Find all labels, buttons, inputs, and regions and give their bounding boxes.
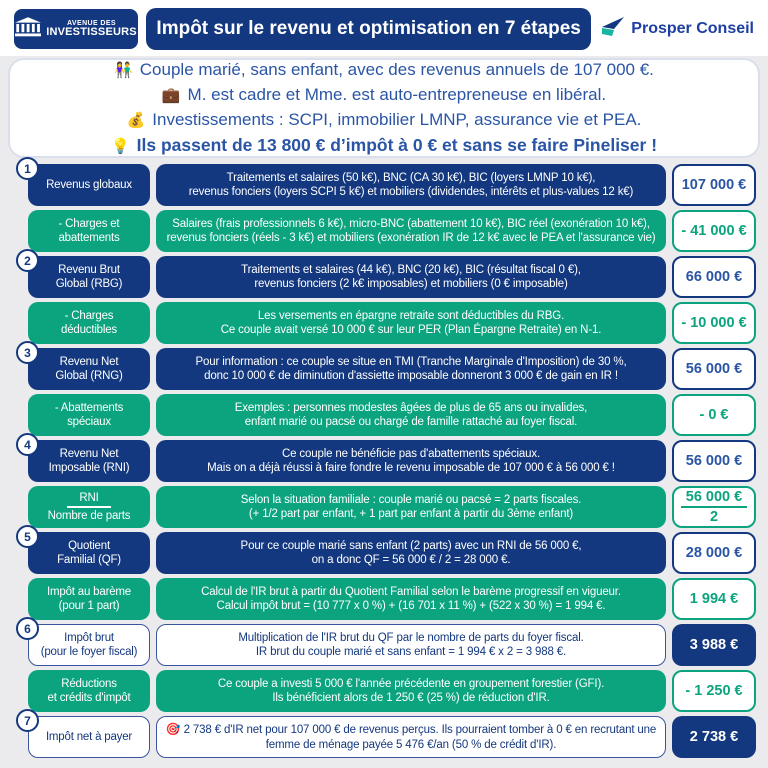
row-label-fraction: RNI Nombre de parts [28, 486, 150, 528]
row-label: Revenu Net Imposable (RNI) [28, 440, 150, 482]
step-badge-4: 4 [16, 433, 39, 456]
row-label: Revenu Brut Global (RBG) [28, 256, 150, 298]
table-row-reductions-credits [28, 670, 756, 712]
row-value: - 1 250 € [672, 670, 756, 712]
table-row-rbg [24, 253, 756, 298]
header [0, 0, 768, 56]
row-label: - Charges déductibles [28, 302, 150, 344]
prosper-paper-plane-icon [601, 16, 625, 42]
row-label: Réductions et crédits d'impôt [28, 670, 150, 712]
avenue-des-investisseurs-wordmark: AVENUE DES INVESTISSEURS [46, 19, 137, 38]
prosper-conseil-logo[interactable] [599, 16, 756, 42]
intro-line-jobs: 💼 M. est cadre et Mme. est auto-entrepreneuse en libéral. [161, 84, 607, 104]
row-value: 2 738 € [672, 716, 756, 758]
table-row-rni [24, 437, 756, 482]
row-description: 🎯 2 738 € d'IR net pour 107 000 € de revenus perçus. Ils pourraient tomber à 0 € en recrutant une femme de ménage payée 5 476 €/an (50 % de crédit d'IR). [156, 716, 666, 758]
row-value: 56 000 € [672, 440, 756, 482]
table-row-impot-brut [24, 621, 756, 666]
intro-line-couple: 👫 Couple marié, sans enfant, avec des revenus annuels de 107 000 €. [114, 59, 654, 79]
table-row-quotient-familial [24, 529, 756, 574]
tax-steps-table [24, 161, 756, 758]
row-value: - 0 € [672, 394, 756, 436]
row-label: Revenus globaux [28, 164, 150, 206]
row-value: 1 994 € [672, 578, 756, 620]
avenue-des-investisseurs-logo[interactable] [14, 9, 138, 49]
row-label: Revenu Net Global (RNG) [28, 348, 150, 390]
step-badge-5: 5 [16, 525, 39, 548]
row-value: 66 000 € [672, 256, 756, 298]
row-description: Les versements en épargne retraite sont déductibles du RBG. Ce couple avait versé 10 000 € sur leur PER (Plan Épargne Retraite) en N-1. [156, 302, 666, 344]
row-label: Quotient Familial (QF) [28, 532, 150, 574]
page-title: Impôt sur le revenu et optimisation en 7 étapes [146, 8, 591, 50]
row-label: Impôt net à payer [28, 716, 150, 758]
row-description: Multiplication de l'IR brut du QF par le nombre de parts du foyer fiscal. IR brut du couple marié et sans enfant = 1 994 € x 2 = 3 988 €. [156, 624, 666, 666]
row-description: Pour ce couple marié sans enfant (2 parts) avec un RNI de 56 000 €, on a donc QF = 56 000 € / 2 = 28 000 €. [156, 532, 666, 574]
row-label: Impôt au barème (pour 1 part) [28, 578, 150, 620]
money-bag-icon: 💰 [126, 111, 146, 129]
row-description: Ce couple a investi 5 000 € l'année précédente en groupement forestier (GFI). Ils bénéficient alors de 1 250 € (25 %) de réduction d'IR. [156, 670, 666, 712]
row-label: Impôt brut (pour le foyer fiscal) [28, 624, 150, 666]
row-value: 3 988 € [672, 624, 756, 666]
table-row-impot-bareme [28, 578, 756, 620]
table-row-revenus-globaux [24, 161, 756, 206]
row-value: 28 000 € [672, 532, 756, 574]
row-description: Traitements et salaires (44 k€), BNC (20 k€), BIC (résultat fiscal 0 €), revenus fonciers (2 k€ imposables) et mobiliers (0 € imposable) [156, 256, 666, 298]
row-description: Selon la situation familiale : couple marié ou pacsé = 2 parts fiscales. (+ 1/2 part par enfant, + 1 part par enfant à partir du 3ème enfant) [156, 486, 666, 528]
bank-icon [15, 17, 41, 42]
row-value: 107 000 € [672, 164, 756, 206]
step-badge-2: 2 [16, 249, 39, 272]
briefcase-icon: 💼 [161, 86, 181, 104]
table-row-impot-net [24, 713, 756, 758]
row-value: - 10 000 € [672, 302, 756, 344]
row-description: Exemples : personnes modestes âgées de plus de 65 ans ou invalides, enfant marié ou pacsé ou chargé de famille rattaché au foyer fiscal. [156, 394, 666, 436]
table-row-rni-sur-parts [28, 486, 756, 528]
step-badge-7: 7 [16, 709, 39, 732]
row-description: Salaires (frais professionnels 6 k€), micro-BNC (abattement 10 k€), BIC réel (exonération 10 k€), revenus fonciers (réels - 3 k€) et mobiliers (exonération IR de 12 k€ avec le PEA et l'assurance vie) [156, 210, 666, 252]
table-row-charges-abattements [28, 210, 756, 252]
step-badge-3: 3 [16, 341, 39, 364]
table-row-rng [24, 345, 756, 390]
table-row-charges-deductibles [28, 302, 756, 344]
row-description: Pour information : ce couple se situe en TMI (Tranche Marginale d'Imposition) de 30 %, donc 10 000 € de diminution d'assiette imposable donneront 3 000 € de gain en IR ! [156, 348, 666, 390]
step-badge-6: 6 [16, 617, 39, 640]
row-value: - 41 000 € [672, 210, 756, 252]
row-description: Calcul de l'IR brut à partir du Quotient Familial selon le barème progressif en vigueur. Calcul impôt brut = (10 777 x 0 %) + (16 701 x 11 %) + (522 x 30 %) = 1 994 €. [156, 578, 666, 620]
prosper-wordmark: Prosper Conseil [631, 20, 754, 37]
intro-panel [8, 58, 760, 158]
target-icon: 🎯 [165, 722, 181, 737]
row-label: - Abattements spéciaux [28, 394, 150, 436]
light-bulb-icon: 💡 [110, 137, 130, 155]
intro-line-investments: 💰 Investissements : SCPI, immobilier LMNP, assurance vie et PEA. [126, 109, 642, 129]
row-value-fraction: 56 000 € 2 [672, 486, 756, 528]
table-row-abattements-speciaux [28, 394, 756, 436]
row-description: Ce couple ne bénéficie pas d'abattements spéciaux. Mais on a déjà réussi à faire fondre le revenu imposable de 107 000 € à 56 000 € ! [156, 440, 666, 482]
step-badge-1: 1 [16, 157, 39, 180]
couple-icon: 👫 [114, 61, 133, 79]
intro-line-result: 💡 Ils passent de 13 800 € d’impôt à 0 € et sans se faire Pineliser ! [110, 134, 658, 155]
row-label: - Charges et abattements [28, 210, 150, 252]
row-value: 56 000 € [672, 348, 756, 390]
row-description: Traitements et salaires (50 k€), BNC (CA 30 k€), BIC (loyers LMNP 10 k€), revenus fonciers (loyers SCPI 5 k€) et mobiliers (dividendes, intérêts et plus-values 12 k€) [156, 164, 666, 206]
